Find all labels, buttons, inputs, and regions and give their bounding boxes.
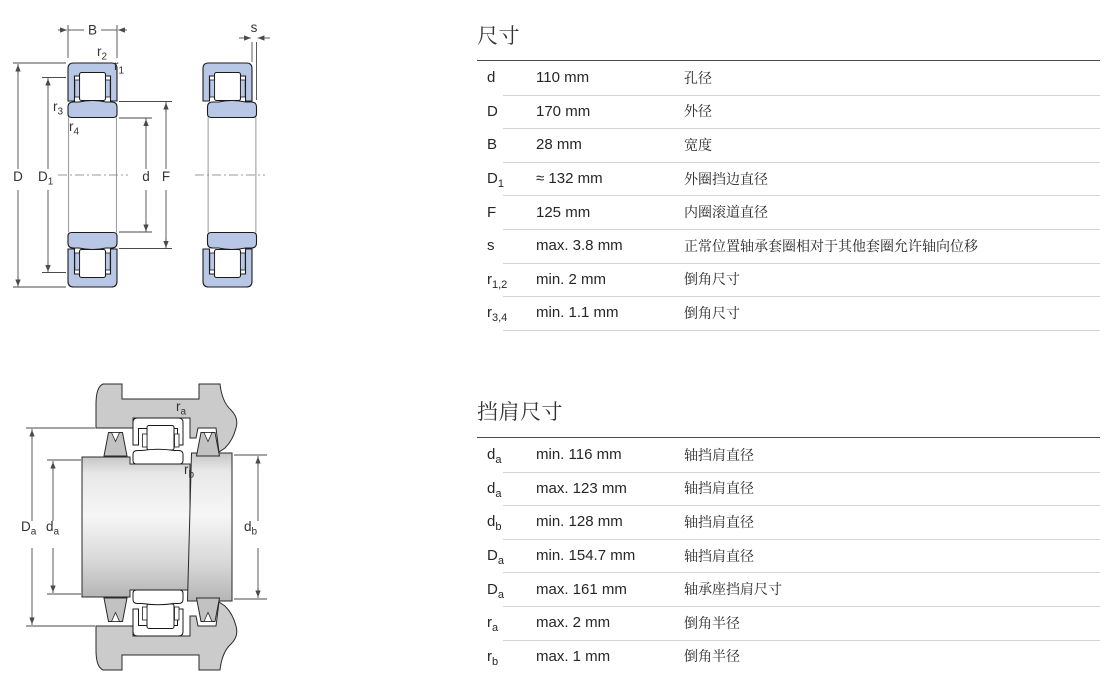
label-Da: $D_a$	[21, 519, 37, 538]
table-row	[477, 263, 1100, 297]
value-cell: 170 mm	[536, 102, 591, 120]
symbol-cell: $D_a$	[487, 580, 504, 601]
table-row	[477, 128, 1100, 162]
value-cell: max. 2 mm	[536, 614, 611, 632]
description-cell: 孔径	[684, 69, 712, 86]
value-cell: min. 154.7 mm	[536, 547, 636, 565]
table-row	[477, 229, 1100, 263]
table-row	[477, 162, 1100, 196]
value-cell: ≈ 132 mm	[536, 170, 603, 188]
bearing-section-left	[58, 63, 128, 287]
symbol-cell: $r_b$	[487, 647, 499, 668]
description-cell: 宽度	[684, 136, 712, 153]
description-cell: 外径	[684, 103, 712, 120]
symbol-cell: $d_b$	[487, 513, 502, 534]
symbol-cell: $d_a$	[487, 479, 502, 500]
table-row	[477, 505, 1100, 539]
table-row	[477, 438, 1100, 472]
value-cell: max. 161 mm	[536, 580, 627, 598]
abutment-sleeve	[188, 453, 233, 601]
table-row	[477, 606, 1100, 640]
table-row	[477, 95, 1100, 129]
label-r3: $r_3$	[53, 99, 64, 118]
value-cell: max. 3.8 mm	[536, 237, 623, 255]
description-cell: 外圈挡边直径	[684, 170, 768, 187]
value-cell: max. 123 mm	[536, 479, 627, 497]
description-cell: 轴挡肩直径	[684, 547, 754, 564]
table-row	[477, 539, 1100, 573]
label-B: B	[87, 22, 98, 38]
symbol-cell: F	[487, 203, 497, 221]
value-cell: min. 1.1 mm	[536, 304, 619, 322]
symbol-cell: $D_a$	[487, 547, 504, 568]
label-db: $d_b$	[244, 519, 258, 538]
label-r2: $r_2$	[97, 44, 108, 63]
value-cell: min. 2 mm	[536, 270, 607, 288]
description-cell: 轴承座挡肩尺寸	[684, 581, 782, 598]
label-r4: $r_4$	[69, 119, 80, 138]
label-r1: $r_1$	[114, 58, 125, 77]
description-cell: 正常位置轴承套圈相对于其他套圈允许轴向位移	[684, 237, 978, 254]
bearing-section-right	[195, 63, 265, 287]
symbol-cell: $d_a$	[487, 446, 502, 467]
label-ra: $r_a$	[176, 399, 187, 418]
description-cell: 轴挡肩直径	[684, 446, 754, 463]
bearing-mounting-diagram	[0, 378, 310, 673]
symbol-cell: $r_{3,4}$	[487, 304, 508, 325]
description-cell: 轴挡肩直径	[684, 513, 754, 530]
table-row	[477, 195, 1100, 229]
dimensions-table	[477, 60, 1100, 330]
table-row	[477, 472, 1100, 506]
abutment-section-title: 挡肩尺寸	[477, 401, 563, 424]
label-D: D	[13, 169, 23, 184]
table-row	[477, 640, 1100, 673]
description-cell: 倒角尺寸	[684, 271, 740, 288]
bearing-cross-section-diagram	[0, 0, 310, 345]
label-da: $d_a$	[46, 519, 60, 538]
table-row	[477, 572, 1100, 606]
abutment-dimensions-table	[477, 437, 1100, 673]
symbol-cell: s	[487, 237, 495, 255]
symbol-cell: D	[487, 102, 498, 120]
description-cell: 倒角半径	[684, 648, 740, 665]
housing-and-bearing-top	[96, 384, 237, 464]
value-cell: 110 mm	[536, 69, 590, 87]
description-cell: 倒角尺寸	[684, 304, 740, 321]
description-cell: 内圈滚道直径	[684, 204, 768, 221]
symbol-cell: $r_{1,2}$	[487, 270, 508, 291]
value-cell: 28 mm	[536, 136, 582, 154]
dimensions-section-title: 尺寸	[477, 25, 520, 48]
shaft	[82, 457, 190, 597]
symbol-cell: d	[487, 69, 496, 87]
label-D1: $D_1$	[38, 169, 54, 188]
value-cell: 125 mm	[536, 203, 591, 221]
label-rb: $r_b$	[184, 462, 195, 481]
description-cell: 轴挡肩直径	[684, 480, 754, 497]
table-row	[477, 61, 1100, 95]
table-row	[477, 296, 1100, 330]
value-cell: max. 1 mm	[536, 647, 611, 665]
description-cell: 倒角半径	[684, 614, 740, 631]
value-cell: min. 128 mm	[536, 513, 623, 531]
symbol-cell: $D_1$	[487, 170, 504, 191]
symbol-cell: B	[487, 136, 498, 154]
symbol-cell: $r_a$	[487, 614, 499, 635]
label-s: s	[250, 20, 258, 35]
value-cell: min. 116 mm	[536, 446, 622, 464]
housing-and-bearing-bottom	[96, 590, 237, 670]
label-F: F	[161, 169, 171, 184]
label-d: d	[142, 169, 150, 184]
